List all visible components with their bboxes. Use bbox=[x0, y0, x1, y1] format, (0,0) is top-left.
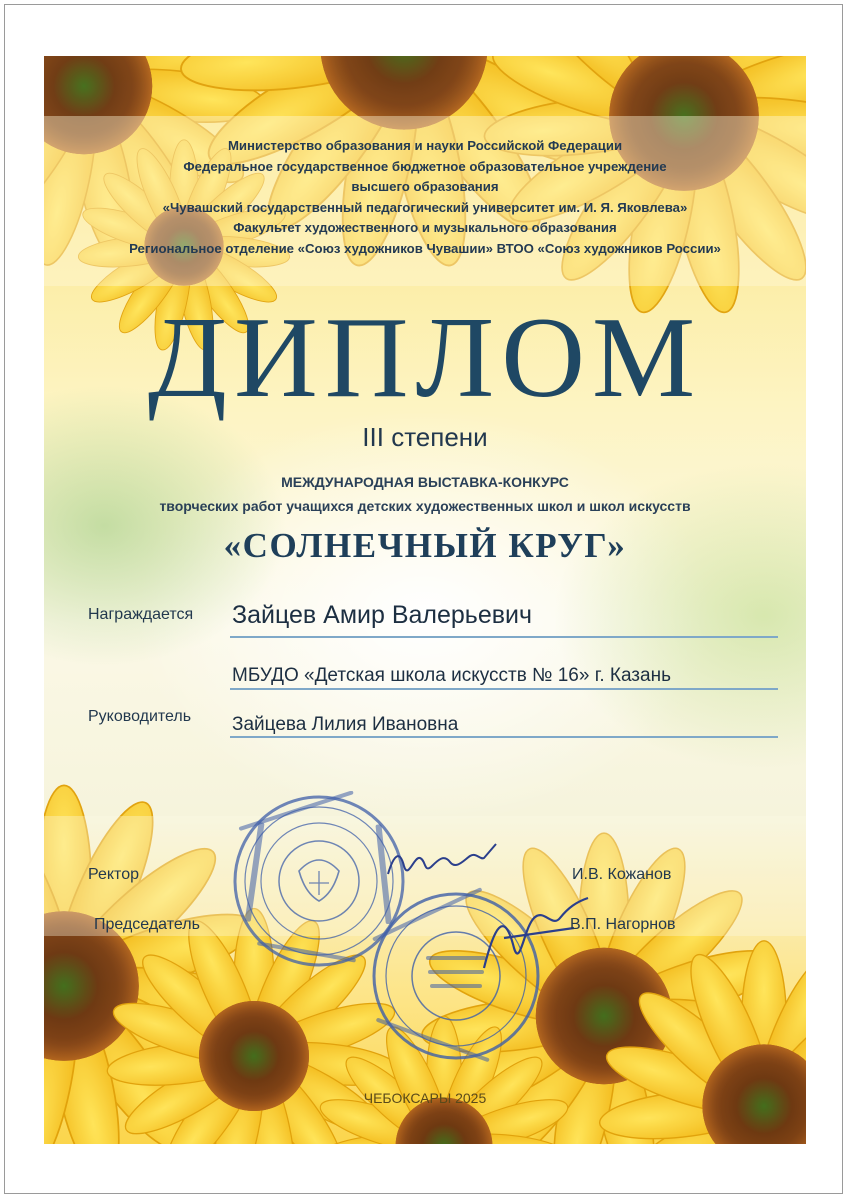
rector-signature bbox=[384, 836, 504, 886]
issuer-header bbox=[44, 136, 806, 259]
chairman-label: Председатель bbox=[94, 916, 200, 933]
school-underline bbox=[230, 688, 778, 690]
event-name: «СОЛНЕЧНЫЙ КРУГ» bbox=[223, 526, 627, 565]
city-year-footer: ЧЕБОКСАРЫ 2025 bbox=[363, 1090, 487, 1106]
header-line: Факультет художественного и музыкального образования bbox=[233, 220, 617, 235]
awardee-underline bbox=[230, 636, 778, 638]
awardee-name: Зайцев Амир Валерьевич bbox=[232, 601, 532, 629]
header-line: Министерство образования и науки Российской Федерации bbox=[227, 138, 623, 153]
header-line: «Чувашский государственный педагогический университет им. И. Я. Яковлева» bbox=[162, 199, 688, 215]
diploma-title: ДИПЛОМ bbox=[147, 294, 703, 422]
rector-name: И.В. Кожанов bbox=[572, 866, 672, 883]
supervisor-name: Зайцева Лилия Ивановна bbox=[232, 714, 459, 735]
header-line: Региональное отделение «Союз художников Чувашии» ВТОО «Союз художников России» bbox=[129, 240, 721, 256]
supervisor-underline bbox=[230, 736, 778, 738]
supervisor-label: Руководитель bbox=[88, 708, 192, 725]
event-description: творческих работ учащихся детских художественных школ и школ искусств bbox=[159, 498, 691, 514]
event-type: МЕЖДУНАРОДНАЯ ВЫСТАВКА-КОНКУРС bbox=[281, 474, 569, 490]
school-name: МБУДО «Детская школа искусств № 16» г. Казань bbox=[232, 665, 671, 686]
awarded-label: Награждается bbox=[88, 606, 194, 623]
diploma-sheet bbox=[44, 56, 806, 1144]
header-line: Федеральное государственное бюджетное образовательное учреждение bbox=[183, 158, 667, 174]
chairman-name: В.П. Нагорнов bbox=[570, 916, 676, 933]
award-degree: III степени bbox=[362, 422, 488, 452]
header-line: высшего образования bbox=[351, 179, 499, 194]
rector-label: Ректор bbox=[88, 866, 139, 883]
